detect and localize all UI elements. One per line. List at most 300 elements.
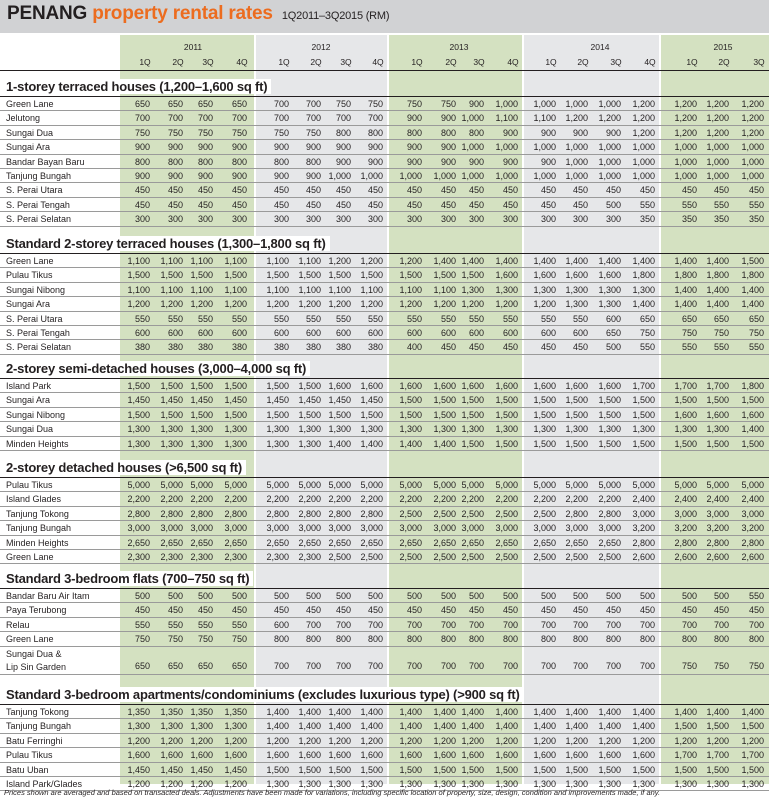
rent-value: 1,300 xyxy=(598,299,621,310)
rent-value: 1,500 xyxy=(266,764,289,775)
rent-value: 900 xyxy=(367,156,383,167)
rent-value: 1,400 xyxy=(495,721,518,732)
rent-value: 550 xyxy=(748,591,764,601)
rent-value: 3,000 xyxy=(706,508,729,519)
table-row xyxy=(0,408,769,422)
section-title: Standard 2-storey terraced houses (1,300–1,800 sq ft) xyxy=(6,236,330,251)
rent-value: 650 xyxy=(231,99,247,109)
row-area-label xyxy=(6,328,70,338)
rent-value: 1,400 xyxy=(674,256,697,266)
rent-value: 450 xyxy=(367,605,383,616)
rent-value: 2,200 xyxy=(533,494,556,505)
rent-value: 1,500 xyxy=(741,256,764,266)
rent-value: 1,600 xyxy=(565,270,588,281)
rent-value: 550 xyxy=(231,619,247,630)
rent-value: 1,200 xyxy=(741,99,764,109)
rent-value: 600 xyxy=(167,328,183,338)
rent-value: 1,000 xyxy=(706,142,729,153)
rent-value: 800 xyxy=(134,156,150,167)
table-row xyxy=(0,97,769,111)
rent-value: 1,500 xyxy=(224,381,247,391)
rent-value: 1,500 xyxy=(674,721,697,732)
rent-value: 700 xyxy=(639,661,655,672)
rent-value: 750 xyxy=(713,661,729,672)
rent-value: 1,500 xyxy=(533,438,556,449)
rent-value: 1,200 xyxy=(741,735,764,746)
rent-value: 300 xyxy=(540,214,556,225)
rent-value: 1,400 xyxy=(360,721,383,732)
rent-value: 1,800 xyxy=(741,381,764,391)
rent-value: 1,200 xyxy=(632,113,655,124)
area-name: Green Lane xyxy=(6,99,54,109)
rent-value: 550 xyxy=(468,313,484,324)
rent-value: 1,400 xyxy=(399,438,422,449)
rent-value: 1,400 xyxy=(360,707,383,717)
rent-value: 5,000 xyxy=(632,480,655,490)
rent-value: 2,650 xyxy=(565,537,588,548)
rent-value: 1,200 xyxy=(741,113,764,124)
rent-value: 750 xyxy=(639,328,655,338)
rent-value: 1,300 xyxy=(533,779,556,789)
row-area-label xyxy=(6,381,51,391)
rent-value: 1,300 xyxy=(461,284,484,295)
area-name: Jelutong xyxy=(6,113,41,124)
rent-value: 450 xyxy=(502,185,518,196)
rent-value: 1,400 xyxy=(433,707,456,717)
rent-value: 800 xyxy=(273,634,289,645)
rent-value: 750 xyxy=(134,634,150,645)
rent-value: 1,400 xyxy=(632,299,655,310)
rent-value: 1,000 xyxy=(495,142,518,153)
rent-value: 1,300 xyxy=(399,424,422,435)
rent-value: 1,450 xyxy=(127,395,150,406)
quarter-label: 3Q xyxy=(753,57,765,67)
rent-value: 1,400 xyxy=(706,284,729,295)
rent-value: 450 xyxy=(305,605,321,616)
rent-value: 1,400 xyxy=(495,707,518,717)
rent-value: 750 xyxy=(167,127,183,138)
rent-value: 750 xyxy=(134,127,150,138)
table-row xyxy=(0,507,769,521)
rent-value: 2,500 xyxy=(360,552,383,562)
rent-value: 1,500 xyxy=(706,764,729,775)
row-area-label xyxy=(6,256,54,266)
quarter-label: 1Q xyxy=(545,57,557,67)
row-area-label xyxy=(6,552,54,562)
area-name: S. Perai Tengah xyxy=(6,328,70,338)
rent-value: 700 xyxy=(713,619,729,630)
rent-value: 1,500 xyxy=(565,409,588,420)
rent-value: 450 xyxy=(231,199,247,210)
rent-value: 750 xyxy=(748,661,764,672)
rent-value: 450 xyxy=(231,185,247,196)
table-row xyxy=(0,393,769,407)
rent-value: 1,200 xyxy=(461,735,484,746)
rent-value: 550 xyxy=(713,342,729,353)
rent-value: 1,100 xyxy=(533,113,556,124)
rent-value: 600 xyxy=(197,328,213,338)
rent-value: 2,200 xyxy=(266,494,289,505)
rent-value: 1,700 xyxy=(706,381,729,391)
rent-value: 600 xyxy=(572,328,588,338)
rent-value: 800 xyxy=(367,634,383,645)
rent-value: 1,300 xyxy=(127,721,150,732)
rent-value: 3,000 xyxy=(328,523,351,534)
rent-value: 900 xyxy=(440,156,456,167)
rent-value: 450 xyxy=(639,185,655,196)
rent-value: 450 xyxy=(502,342,518,353)
quarter-label: 3Q xyxy=(340,57,352,67)
table-row xyxy=(0,647,769,676)
area-name-line2: Lip Sin Garden xyxy=(6,661,67,672)
rent-value: 2,400 xyxy=(706,494,729,505)
rent-value: 600 xyxy=(605,313,621,324)
rent-value: 1,200 xyxy=(190,779,213,789)
rent-value: 900 xyxy=(468,156,484,167)
rent-value: 800 xyxy=(748,634,764,645)
rent-value: 5,000 xyxy=(160,480,183,490)
rent-value: 750 xyxy=(406,99,422,109)
rent-value: 1,200 xyxy=(433,735,456,746)
rent-value: 2,800 xyxy=(360,508,383,519)
year-label: 2012 xyxy=(311,42,331,52)
area-name: Tanjung Bungah xyxy=(6,171,72,181)
rent-value: 450 xyxy=(468,185,484,196)
rent-value: 2,500 xyxy=(328,552,351,562)
rent-value: 2,500 xyxy=(461,552,484,562)
rent-value: 3,200 xyxy=(674,523,697,534)
rent-value: 1,500 xyxy=(360,409,383,420)
rent-value: 1,500 xyxy=(461,270,484,281)
footnote: Prices shown are averaged and based on transacted deals. Adjustments have been made for variations, including specific location of property, size, design, condition and improvements made, if any. xyxy=(4,788,661,797)
rent-value: 1,300 xyxy=(160,721,183,732)
rent-value: 450 xyxy=(197,185,213,196)
rent-value: 500 xyxy=(572,591,588,601)
rent-value: 1,600 xyxy=(399,750,422,761)
rent-value: 450 xyxy=(134,199,150,210)
rent-value: 1,600 xyxy=(360,381,383,391)
section-title: Standard 3-bedroom flats (700–750 sq ft) xyxy=(6,571,253,586)
rent-value: 1,400 xyxy=(674,299,697,310)
rent-value: 2,800 xyxy=(706,537,729,548)
rent-value: 1,300 xyxy=(741,779,764,789)
row-area-label xyxy=(6,185,63,195)
rent-value: 1,000 xyxy=(598,156,621,167)
rent-value: 2,500 xyxy=(565,552,588,562)
rent-value: 2,650 xyxy=(190,537,213,548)
row-area-label xyxy=(6,200,70,210)
rent-value: 1,500 xyxy=(266,381,289,391)
rent-value: 1,200 xyxy=(298,299,321,310)
rent-value: 1,500 xyxy=(598,438,621,449)
rent-value: 900 xyxy=(134,171,150,181)
rent-value: 900 xyxy=(406,156,422,167)
rent-value: 5,000 xyxy=(190,480,213,490)
rent-value: 1,500 xyxy=(706,395,729,406)
rent-value: 3,000 xyxy=(298,523,321,534)
rent-value: 800 xyxy=(572,634,588,645)
rent-value: 1,400 xyxy=(632,707,655,717)
rent-value: 1,500 xyxy=(598,764,621,775)
rent-value: 900 xyxy=(335,142,351,153)
rent-value: 1,400 xyxy=(328,438,351,449)
rent-value: 900 xyxy=(605,127,621,138)
rent-value: 1,600 xyxy=(266,750,289,761)
rent-value: 1,500 xyxy=(674,395,697,406)
rent-value: 1,600 xyxy=(706,409,729,420)
rent-value: 1,300 xyxy=(190,438,213,449)
rent-value: 1,100 xyxy=(266,256,289,266)
rent-value: 2,650 xyxy=(433,537,456,548)
rent-value: 600 xyxy=(540,328,556,338)
rent-value: 1,500 xyxy=(706,438,729,449)
rent-value: 1,200 xyxy=(598,113,621,124)
rent-value: 550 xyxy=(572,313,588,324)
rent-value: 1,500 xyxy=(399,395,422,406)
table-row xyxy=(0,550,769,564)
row-area-label xyxy=(6,439,69,449)
rent-value: 2,650 xyxy=(598,537,621,548)
rent-value: 1,400 xyxy=(632,256,655,266)
area-name: Batu Ferringhi xyxy=(6,735,63,746)
rent-value: 1,200 xyxy=(224,735,247,746)
rent-value: 900 xyxy=(540,156,556,167)
rent-value: 1,200 xyxy=(565,735,588,746)
rent-value: 5,000 xyxy=(266,480,289,490)
rent-value: 450 xyxy=(273,185,289,196)
quarter-label: 2Q xyxy=(310,57,322,67)
rent-value: 1,000 xyxy=(674,156,697,167)
row-area-label xyxy=(6,509,69,519)
rent-value: 450 xyxy=(134,605,150,616)
rent-value: 2,500 xyxy=(433,552,456,562)
rent-value: 650 xyxy=(605,328,621,338)
rent-value: 500 xyxy=(231,591,247,601)
rent-value: 1,450 xyxy=(160,395,183,406)
rent-value: 800 xyxy=(713,634,729,645)
rent-value: 1,500 xyxy=(565,438,588,449)
title-prefix: PENANG xyxy=(7,3,88,24)
rent-value: 1,000 xyxy=(706,171,729,181)
rent-value: 450 xyxy=(748,605,764,616)
rent-value: 550 xyxy=(134,313,150,324)
rent-value: 1,300 xyxy=(533,424,556,435)
rent-value: 2,650 xyxy=(533,537,556,548)
rent-value: 700 xyxy=(502,661,518,672)
rent-value: 550 xyxy=(167,313,183,324)
rent-value: 700 xyxy=(468,619,484,630)
rent-value: 600 xyxy=(367,328,383,338)
row-area-label xyxy=(6,605,66,615)
rent-value: 700 xyxy=(134,113,150,124)
rent-value: 1,300 xyxy=(328,424,351,435)
rent-value: 1,300 xyxy=(298,779,321,789)
rent-value: 1,500 xyxy=(495,764,518,775)
rent-value: 1,100 xyxy=(298,256,321,266)
rent-value: 1,500 xyxy=(433,409,456,420)
rent-value: 1,500 xyxy=(399,270,422,281)
rent-value: 700 xyxy=(273,113,289,124)
area-name: Bandar Baru Air Itam xyxy=(6,591,90,601)
area-name: Tanjung Tokong xyxy=(6,707,69,717)
area-name: Island Park xyxy=(6,381,52,391)
rent-value: 900 xyxy=(305,142,321,153)
rent-value: 1,400 xyxy=(565,721,588,732)
rent-value: 700 xyxy=(605,661,621,672)
rent-value: 1,450 xyxy=(190,764,213,775)
rent-value: 500 xyxy=(440,591,456,601)
rent-value: 1,500 xyxy=(632,438,655,449)
rent-value: 1,000 xyxy=(461,113,484,124)
rent-value: 1,400 xyxy=(741,284,764,295)
rent-value: 1,500 xyxy=(741,395,764,406)
rent-value: 700 xyxy=(197,113,213,124)
rent-value: 500 xyxy=(502,591,518,601)
rent-value: 750 xyxy=(681,661,697,672)
rent-value: 450 xyxy=(335,605,351,616)
rent-value: 1,450 xyxy=(224,764,247,775)
rent-value: 1,800 xyxy=(706,270,729,281)
year-label: 2014 xyxy=(590,42,610,52)
section-title: Standard 3-bedroom apartments/condominiums (excludes luxurious type) (>900 sq ft) xyxy=(6,687,524,702)
rent-value: 1,600 xyxy=(598,381,621,391)
page-title xyxy=(7,3,389,25)
rent-value: 600 xyxy=(335,328,351,338)
rent-value: 500 xyxy=(681,591,697,601)
title-period: 1Q2011–3Q2015 (RM) xyxy=(281,10,390,22)
rent-value: 5,000 xyxy=(741,480,764,490)
rent-value: 1,500 xyxy=(674,438,697,449)
row-area-label xyxy=(6,538,69,548)
rent-value: 2,300 xyxy=(224,552,247,562)
rent-value: 450 xyxy=(502,605,518,616)
rent-value: 450 xyxy=(681,185,697,196)
rent-value: 380 xyxy=(231,342,247,353)
rent-value: 1,000 xyxy=(565,142,588,153)
rent-value: 380 xyxy=(167,342,183,353)
rent-value: 900 xyxy=(305,171,321,181)
table-row xyxy=(0,126,769,140)
area-name: Batu Uban xyxy=(6,764,49,775)
rent-value: 1,700 xyxy=(706,750,729,761)
rent-value: 1,000 xyxy=(741,171,764,181)
section-title: 1-storey terraced houses (1,200–1,600 sq ft) xyxy=(6,79,271,94)
rent-value: 2,800 xyxy=(565,508,588,519)
rent-value: 1,400 xyxy=(461,721,484,732)
year-label: 2011 xyxy=(183,42,203,52)
rent-value: 3,200 xyxy=(741,523,764,534)
rent-value: 2,800 xyxy=(160,508,183,519)
rent-value: 750 xyxy=(367,99,383,109)
rent-value: 1,200 xyxy=(360,735,383,746)
title-accent: property rental rates xyxy=(92,3,273,24)
rent-value: 2,800 xyxy=(298,508,321,519)
rent-value: 900 xyxy=(273,142,289,153)
rent-value: 750 xyxy=(748,328,764,338)
rent-value: 1,100 xyxy=(224,256,247,266)
table-row xyxy=(0,312,769,326)
table-row xyxy=(0,618,769,632)
rent-value: 1,200 xyxy=(632,735,655,746)
rent-value: 800 xyxy=(440,634,456,645)
rent-value: 800 xyxy=(335,634,351,645)
rent-value: 300 xyxy=(605,214,621,225)
rent-value: 1,600 xyxy=(533,381,556,391)
row-area-label xyxy=(6,314,63,324)
rent-value: 3,000 xyxy=(360,523,383,534)
rent-value: 2,200 xyxy=(160,494,183,505)
rent-value: 1,500 xyxy=(706,721,729,732)
rent-value: 450 xyxy=(639,605,655,616)
rent-value: 1,200 xyxy=(298,735,321,746)
rent-value: 1,200 xyxy=(190,735,213,746)
rent-value: 380 xyxy=(335,342,351,353)
rent-value: 2,500 xyxy=(495,508,518,519)
rent-value: 700 xyxy=(273,99,289,109)
rent-value: 1,300 xyxy=(565,779,588,789)
area-name: S. Perai Utara xyxy=(6,313,63,324)
rent-value: 1,000 xyxy=(533,171,556,181)
rent-value: 1,500 xyxy=(328,409,351,420)
quarter-label: 2Q xyxy=(718,57,730,67)
area-name: Pulau Tikus xyxy=(6,750,53,761)
rent-value: 700 xyxy=(406,661,422,672)
rent-value: 2,200 xyxy=(598,494,621,505)
rent-value: 650 xyxy=(167,99,183,109)
rent-value: 550 xyxy=(639,199,655,210)
rent-value: 1,400 xyxy=(741,424,764,435)
rent-value: 1,600 xyxy=(495,381,518,391)
table-row xyxy=(0,734,769,748)
rent-value: 1,300 xyxy=(674,779,697,789)
rent-value: 750 xyxy=(681,328,697,338)
rent-value: 5,000 xyxy=(298,480,321,490)
rent-value: 800 xyxy=(273,156,289,167)
rent-value: 2,300 xyxy=(190,552,213,562)
rent-value: 1,600 xyxy=(328,750,351,761)
rent-value: 1,500 xyxy=(565,395,588,406)
row-area-label xyxy=(6,591,90,601)
rent-value: 800 xyxy=(406,634,422,645)
rent-value: 2,800 xyxy=(266,508,289,519)
rent-value: 2,200 xyxy=(461,494,484,505)
rent-value: 1,300 xyxy=(160,438,183,449)
rent-value: 700 xyxy=(367,619,383,630)
rent-value: 1,500 xyxy=(533,764,556,775)
row-area-label xyxy=(6,736,63,746)
rent-value: 1,400 xyxy=(533,707,556,717)
rent-value: 1,350 xyxy=(160,707,183,717)
rent-value: 450 xyxy=(167,185,183,196)
rent-value: 700 xyxy=(305,99,321,109)
rent-value: 2,200 xyxy=(433,494,456,505)
rent-value: 2,650 xyxy=(399,537,422,548)
rent-value: 300 xyxy=(572,214,588,225)
rent-value: 1,300 xyxy=(190,721,213,732)
rent-value: 2,600 xyxy=(706,552,729,562)
rent-value: 1,200 xyxy=(461,299,484,310)
area-name: S. Perai Utara xyxy=(6,185,63,196)
rent-value: 700 xyxy=(305,661,321,672)
table-row xyxy=(0,326,769,340)
rent-value: 450 xyxy=(605,605,621,616)
rent-value: 350 xyxy=(681,214,697,225)
rent-value: 1,000 xyxy=(328,171,351,181)
rent-value: 1,200 xyxy=(360,299,383,310)
row-area-label xyxy=(6,523,71,533)
rent-value: 900 xyxy=(406,113,422,124)
rent-value: 1,600 xyxy=(565,381,588,391)
